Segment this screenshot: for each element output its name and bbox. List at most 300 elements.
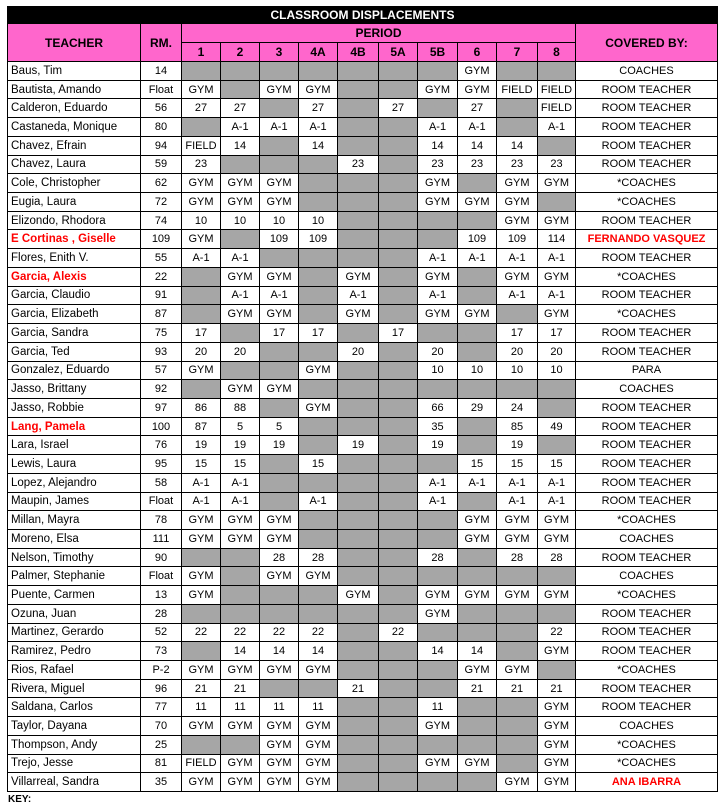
room-number: 59: [141, 155, 182, 174]
room-number: 109: [141, 230, 182, 249]
period-cell: GYM: [299, 773, 338, 792]
period-cell: GYM: [538, 717, 576, 736]
covered-by-cell: ROOM TEACHER: [576, 80, 718, 99]
period-cell: FIELD: [538, 80, 576, 99]
period-cell: 27: [379, 99, 418, 118]
table-row: [8, 417, 718, 436]
covered-by-cell: ROOM TEACHER: [576, 436, 718, 455]
period-cell: [299, 417, 338, 436]
period-cell: 28: [418, 548, 458, 567]
covered-by-cell: ROOM TEACHER: [576, 548, 718, 567]
covered-by-cell: FERNANDO VASQUEZ: [576, 230, 718, 249]
covered-by-cell: ROOM TEACHER: [576, 623, 718, 642]
period-cell: GYM: [260, 511, 299, 530]
period-cell: GYM: [538, 305, 576, 324]
teacher-name: Elizondo, Rhodora: [8, 211, 141, 230]
period-cell: 15: [497, 455, 538, 474]
period-cell: GYM: [538, 511, 576, 530]
period-cell: 23: [182, 155, 221, 174]
period-cell: GYM: [260, 380, 299, 399]
period-cell: [458, 267, 497, 286]
period-cell: [260, 492, 299, 511]
period-cell: GYM: [182, 529, 221, 548]
period-cell: 17: [182, 324, 221, 343]
period-cell: 27: [299, 99, 338, 118]
period-cell: GYM: [458, 529, 497, 548]
period-cell: [299, 286, 338, 305]
period-cell: [538, 567, 576, 586]
teacher-name: Eugia, Laura: [8, 193, 141, 212]
period-cell: GYM: [182, 230, 221, 249]
period-cell: A-1: [221, 473, 260, 492]
covered-by-cell: *COACHES: [576, 511, 718, 530]
period-cell: GYM: [182, 174, 221, 193]
period-cell: 14: [299, 642, 338, 661]
period-cell: 28: [299, 548, 338, 567]
table-row: [8, 155, 718, 174]
period-cell: [299, 473, 338, 492]
room-number: 80: [141, 118, 182, 137]
period-cell: [418, 735, 458, 754]
period-cell: 14: [260, 642, 299, 661]
period-cell: [379, 604, 418, 623]
period-cell: [379, 286, 418, 305]
period-cell: GYM: [458, 80, 497, 99]
period-cell: 10: [221, 211, 260, 230]
period-cell: [538, 62, 576, 81]
period-cell: GYM: [260, 661, 299, 680]
period-cell: [221, 155, 260, 174]
teacher-name: Baus, Tim: [8, 62, 141, 81]
period-cell: 35: [418, 417, 458, 436]
room-number: 56: [141, 99, 182, 118]
period-cell: [338, 193, 379, 212]
period-cell: [379, 642, 418, 661]
covered-by-cell: ROOM TEACHER: [576, 286, 718, 305]
period-cell: [379, 417, 418, 436]
period-cell: 10: [182, 211, 221, 230]
period-cell: GYM: [182, 80, 221, 99]
period-cell: 22: [221, 623, 260, 642]
room-number: 25: [141, 735, 182, 754]
period-cell: 19: [221, 436, 260, 455]
period-cell: 23: [458, 155, 497, 174]
period-cell: GYM: [418, 754, 458, 773]
period-cell: 22: [260, 623, 299, 642]
period-cell: [497, 567, 538, 586]
room-number: 81: [141, 754, 182, 773]
period-cell: GYM: [260, 567, 299, 586]
period-cell: A-1: [418, 473, 458, 492]
teacher-name: Bautista, Amando: [8, 80, 141, 99]
period-cell: GYM: [458, 62, 497, 81]
period-cell: GYM: [221, 267, 260, 286]
teacher-name: Jasso, Robbie: [8, 398, 141, 417]
period-cell: 22: [182, 623, 221, 642]
period-cell: GYM: [299, 754, 338, 773]
period-cell: 15: [299, 455, 338, 474]
period-cell: A-1: [458, 473, 497, 492]
period-cell: [338, 118, 379, 137]
room-number: 57: [141, 361, 182, 380]
key-label: KEY:: [8, 794, 32, 805]
period-cell: [260, 604, 299, 623]
covered-by-header: COVERED BY:: [576, 24, 718, 62]
period-cell: [338, 735, 379, 754]
period-cell: [458, 436, 497, 455]
period-col-header: 6: [458, 43, 497, 62]
period-cell: GYM: [458, 754, 497, 773]
period-cell: [418, 324, 458, 343]
table-row: [8, 455, 718, 474]
period-cell: [338, 661, 379, 680]
period-cell: GYM: [538, 267, 576, 286]
period-col-header: 3: [260, 43, 299, 62]
room-number: 78: [141, 511, 182, 530]
covered-by-cell: ROOM TEACHER: [576, 417, 718, 436]
period-cell: GYM: [221, 305, 260, 324]
period-cell: [458, 735, 497, 754]
table-row: [8, 118, 718, 137]
teacher-name: Rios, Rafael: [8, 661, 141, 680]
period-cell: [379, 492, 418, 511]
period-cell: 29: [458, 398, 497, 417]
period-cell: [379, 754, 418, 773]
period-cell: [418, 380, 458, 399]
room-number: 70: [141, 717, 182, 736]
covered-by-cell: ROOM TEACHER: [576, 398, 718, 417]
period-cell: 28: [538, 548, 576, 567]
covered-by-cell: ROOM TEACHER: [576, 455, 718, 474]
period-cell: GYM: [182, 511, 221, 530]
table-row: [8, 193, 718, 212]
period-cell: GYM: [260, 193, 299, 212]
covered-by-cell: *COACHES: [576, 754, 718, 773]
period-cell: [458, 286, 497, 305]
period-cell: [458, 342, 497, 361]
covered-by-cell: COACHES: [576, 380, 718, 399]
room-number: 73: [141, 642, 182, 661]
covered-by-cell: ROOM TEACHER: [576, 118, 718, 137]
period-cell: GYM: [497, 529, 538, 548]
teacher-name: Ozuna, Juan: [8, 604, 141, 623]
room-number: 95: [141, 455, 182, 474]
table-row: [8, 267, 718, 286]
period-cell: GYM: [338, 305, 379, 324]
period-cell: [458, 211, 497, 230]
period-cell: [379, 80, 418, 99]
room-number: 13: [141, 586, 182, 605]
period-cell: GYM: [299, 661, 338, 680]
period-cell: GYM: [418, 717, 458, 736]
period-cell: A-1: [538, 249, 576, 268]
period-cell: 23: [418, 155, 458, 174]
table-row: [8, 305, 718, 324]
table-row: [8, 529, 718, 548]
teacher-name: Thompson, Andy: [8, 735, 141, 754]
table-row: [8, 473, 718, 492]
period-cell: [299, 193, 338, 212]
period-cell: [418, 773, 458, 792]
period-cell: [418, 679, 458, 698]
teacher-name: Jasso, Brittany: [8, 380, 141, 399]
period-cell: A-1: [182, 492, 221, 511]
period-cell: 11: [182, 698, 221, 717]
period-cell: 10: [497, 361, 538, 380]
covered-by-cell: *COACHES: [576, 586, 718, 605]
period-cell: [260, 155, 299, 174]
teacher-name: Ramirez, Pedro: [8, 642, 141, 661]
period-cell: 5: [260, 417, 299, 436]
covered-by-cell: ROOM TEACHER: [576, 698, 718, 717]
table-title: CLASSROOM DISPLACEMENTS: [8, 7, 718, 24]
covered-by-cell: *COACHES: [576, 267, 718, 286]
table-row: [8, 604, 718, 623]
period-cell: 20: [497, 342, 538, 361]
room-number: 22: [141, 267, 182, 286]
period-cell: GYM: [299, 80, 338, 99]
period-cell: [418, 230, 458, 249]
period-cell: A-1: [221, 286, 260, 305]
period-cell: [299, 679, 338, 698]
period-cell: GYM: [458, 305, 497, 324]
period-cell: 20: [538, 342, 576, 361]
period-cell: [418, 511, 458, 530]
period-cell: [379, 586, 418, 605]
period-cell: GYM: [299, 567, 338, 586]
period-cell: GYM: [338, 267, 379, 286]
table-row: [8, 380, 718, 399]
period-cell: [338, 324, 379, 343]
period-cell: 14: [221, 136, 260, 155]
period-cell: 23: [538, 155, 576, 174]
covered-by-cell: *COACHES: [576, 661, 718, 680]
period-cell: 19: [418, 436, 458, 455]
period-cell: 14: [497, 136, 538, 155]
period-cell: [182, 286, 221, 305]
covered-by-cell: *COACHES: [576, 193, 718, 212]
period-cell: [338, 230, 379, 249]
period-cell: GYM: [182, 773, 221, 792]
period-cell: GYM: [538, 586, 576, 605]
period-cell: 27: [221, 99, 260, 118]
period-cell: 24: [497, 398, 538, 417]
table-row: [8, 211, 718, 230]
period-cell: [338, 698, 379, 717]
period-cell: GYM: [299, 361, 338, 380]
period-cell: 11: [221, 698, 260, 717]
period-cell: [338, 99, 379, 118]
period-cell: [497, 623, 538, 642]
period-cell: [221, 62, 260, 81]
teacher-name: Lewis, Laura: [8, 455, 141, 474]
covered-by-cell: ROOM TEACHER: [576, 492, 718, 511]
period-cell: GYM: [260, 267, 299, 286]
period-cell: [538, 193, 576, 212]
table-row: [8, 286, 718, 305]
period-cell: [379, 193, 418, 212]
room-number: 76: [141, 436, 182, 455]
period-cell: GYM: [221, 754, 260, 773]
teacher-name: Villarreal, Sandra: [8, 773, 141, 792]
period-cell: [497, 99, 538, 118]
period-cell: 22: [538, 623, 576, 642]
period-cell: 22: [299, 623, 338, 642]
period-cell: GYM: [418, 80, 458, 99]
period-cell: [299, 305, 338, 324]
covered-by-cell: COACHES: [576, 717, 718, 736]
period-cell: [458, 324, 497, 343]
period-cell: [418, 623, 458, 642]
period-cell: [379, 436, 418, 455]
period-cell: [418, 529, 458, 548]
period-cell: GYM: [182, 586, 221, 605]
period-cell: GYM: [182, 193, 221, 212]
room-number: 55: [141, 249, 182, 268]
period-cell: GYM: [182, 361, 221, 380]
room-number: 87: [141, 305, 182, 324]
teacher-name: Garcia, Sandra: [8, 324, 141, 343]
period-cell: [338, 567, 379, 586]
teacher-name: Calderon, Eduardo: [8, 99, 141, 118]
period-cell: [379, 249, 418, 268]
period-cell: 87: [182, 417, 221, 436]
period-cell: GYM: [538, 735, 576, 754]
period-cell: [182, 548, 221, 567]
period-cell: A-1: [418, 492, 458, 511]
table-row: [8, 698, 718, 717]
period-cell: [379, 661, 418, 680]
period-cell: [338, 623, 379, 642]
period-cell: [221, 230, 260, 249]
period-cell: [182, 62, 221, 81]
period-cell: [497, 717, 538, 736]
period-cell: 14: [458, 136, 497, 155]
period-cell: GYM: [221, 380, 260, 399]
period-cell: GYM: [538, 174, 576, 193]
period-cell: [221, 80, 260, 99]
table-row: [8, 62, 718, 81]
period-cell: 85: [497, 417, 538, 436]
displacement-table: [7, 6, 718, 792]
period-cell: [379, 773, 418, 792]
table-row: [8, 623, 718, 642]
period-cell: GYM: [260, 773, 299, 792]
period-cell: [299, 529, 338, 548]
teacher-name: Chavez, Efrain: [8, 136, 141, 155]
period-cell: [497, 698, 538, 717]
period-cell: 20: [338, 342, 379, 361]
period-cell: A-1: [299, 492, 338, 511]
room-number: 97: [141, 398, 182, 417]
period-cell: 17: [538, 324, 576, 343]
period-cell: [497, 735, 538, 754]
period-cell: [497, 118, 538, 137]
room-number: 92: [141, 380, 182, 399]
period-cell: 109: [299, 230, 338, 249]
period-cell: GYM: [538, 754, 576, 773]
teacher-name: Gonzalez, Eduardo: [8, 361, 141, 380]
teacher-name: Garcia, Claudio: [8, 286, 141, 305]
covered-by-cell: COACHES: [576, 529, 718, 548]
period-cell: A-1: [182, 249, 221, 268]
period-cell: [299, 511, 338, 530]
period-cell: [260, 361, 299, 380]
room-number: 91: [141, 286, 182, 305]
period-cell: GYM: [418, 193, 458, 212]
table-row: [8, 398, 718, 417]
period-cell: [338, 62, 379, 81]
period-cell: [338, 398, 379, 417]
period-cell: [497, 754, 538, 773]
covered-by-cell: ROOM TEACHER: [576, 604, 718, 623]
period-cell: [299, 249, 338, 268]
period-cell: [338, 773, 379, 792]
period-cell: 86: [182, 398, 221, 417]
period-cell: GYM: [182, 567, 221, 586]
table-row: [8, 773, 718, 792]
period-cell: 5: [221, 417, 260, 436]
period-cell: 17: [299, 324, 338, 343]
period-cell: [338, 529, 379, 548]
period-col-header: 4A: [299, 43, 338, 62]
table-row: [8, 80, 718, 99]
period-cell: [497, 604, 538, 623]
period-cell: [458, 492, 497, 511]
period-cell: [379, 267, 418, 286]
period-cell: [418, 99, 458, 118]
period-col-header: 2: [221, 43, 260, 62]
period-cell: GYM: [418, 174, 458, 193]
period-cell: GYM: [497, 586, 538, 605]
teacher-name: Moreno, Elsa: [8, 529, 141, 548]
period-cell: GYM: [458, 661, 497, 680]
period-cell: 19: [260, 436, 299, 455]
teacher-name: Lopez, Alejandro: [8, 473, 141, 492]
period-cell: [260, 62, 299, 81]
table-body: [8, 62, 718, 792]
period-cell: 109: [260, 230, 299, 249]
teacher-name: Cole, Christopher: [8, 174, 141, 193]
period-cell: [221, 604, 260, 623]
period-cell: [260, 473, 299, 492]
period-cell: GYM: [538, 698, 576, 717]
period-cell: A-1: [497, 249, 538, 268]
period-cell: [338, 211, 379, 230]
period-cell: [379, 380, 418, 399]
teacher-name: Castaneda, Monique: [8, 118, 141, 137]
period-cell: [458, 698, 497, 717]
room-number: P-2: [141, 661, 182, 680]
period-cell: [379, 398, 418, 417]
period-cell: [338, 604, 379, 623]
period-cell: [299, 155, 338, 174]
teacher-name: E Cortinas , Giselle: [8, 230, 141, 249]
teacher-name: Saldana, Carlos: [8, 698, 141, 717]
period-cell: GYM: [260, 174, 299, 193]
covered-by-cell: COACHES: [576, 567, 718, 586]
period-cell: 28: [497, 548, 538, 567]
period-cell: GYM: [418, 604, 458, 623]
period-cell: 20: [182, 342, 221, 361]
period-cell: [338, 361, 379, 380]
period-cell: GYM: [418, 305, 458, 324]
table-row: [8, 249, 718, 268]
period-cell: [260, 455, 299, 474]
period-cell: GYM: [260, 754, 299, 773]
table-row: [8, 642, 718, 661]
period-cell: GYM: [221, 529, 260, 548]
